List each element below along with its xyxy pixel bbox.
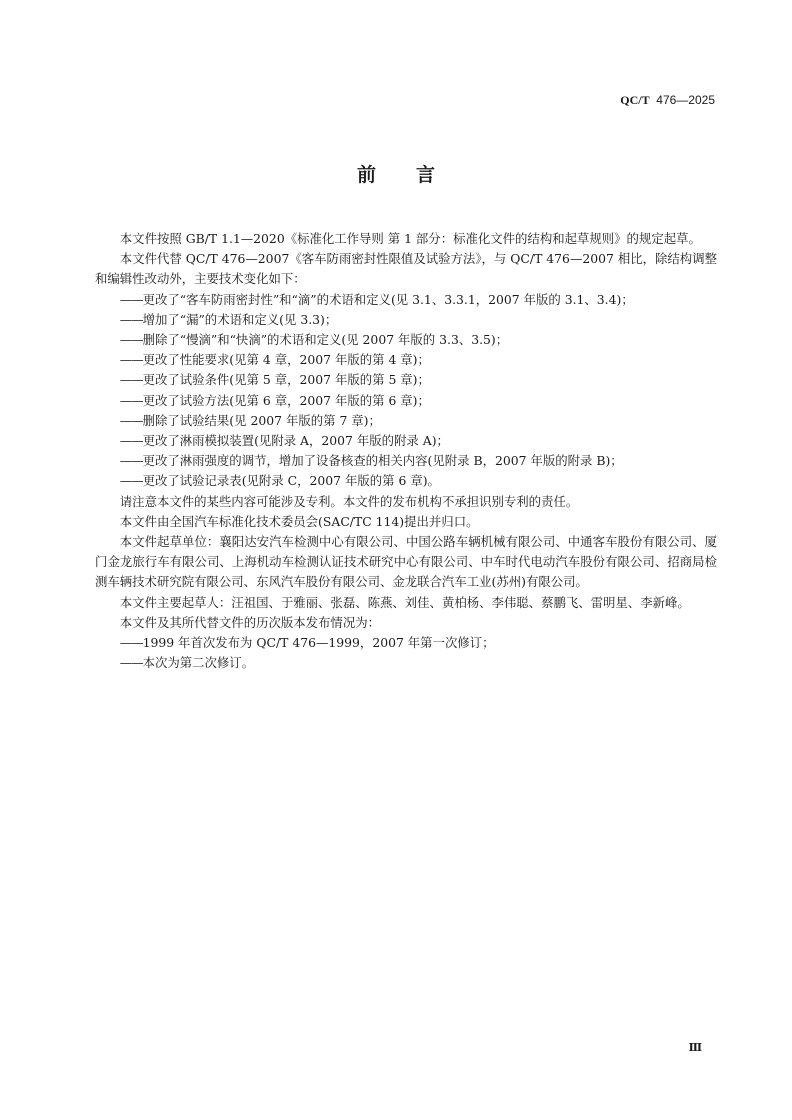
list-item [95,370,717,390]
dash-marker: —— [119,433,143,449]
drafting-rules-paragraph: 本文件按照 GB/T 1.1—2020《标准化工作导则 第 1 部分：标准化文件的结构和起草规则》的规定起草。 [119,231,701,246]
history-item-text: 1999 年首次发布为 QC/T 476—1999，2007 年第一次修订； [142,635,495,651]
dash-marker: —— [119,453,143,469]
foreword-body [95,229,717,673]
drafting-units: 本文件起草单位：襄阳达安汽车检测中心有限公司、中国公路车辆机械有限公司、中通客车股份有限公司、厦门金龙旅行车有限公司、上海机动车检测认证技术研究中心有限公司、中车时代电动汽车股份有限公司、招商局检测车辆技术研究院有限公司、东风汽车股份有限公司、金龙联合汽车工业(苏州)有限公司。 [95,534,717,590]
list-item [95,350,717,370]
dash-marker: —— [119,291,143,307]
change-item-text: 更改了“客车防雨密封性”和“滴”的术语和定义(见 3.1、3.3.1，2007 年版的 3.1、3.4)； [142,291,634,307]
change-item-text: 更改了试验方法(见第 6 章，2007 年版的第 6 章)； [142,392,430,408]
patent-notice: 请注意本文件的某些内容可能涉及专利。本文件的发布机构不承担识别专利的责任。 [119,493,579,509]
dash-marker: —— [119,352,143,368]
change-item-text: 更改了淋雨强度的调节，增加了设备核查的相关内容(见附录 B，2007 年版的附录 B)； [142,453,623,469]
list-item [95,633,717,653]
list-item [95,330,717,350]
document-code [620,93,715,108]
list-item [95,451,717,471]
dash-marker: —— [119,412,143,428]
replacement-paragraph: 本文件代替 QC/T 476—2007《客车防雨密封性限值及试验方法》，与 QC/T 476—2007 相比，除结构调整和编辑性改动外，主要技术变化如下： [95,251,717,287]
change-item-text: 更改了性能要求(见第 4 章，2007 年版的第 4 章)； [142,352,430,368]
history-item-text: 本次为第二次修订。 [142,655,255,671]
list-item [95,653,717,673]
main-drafters: 本文件主要起草人：汪祖国、于雅丽、张磊、陈燕、刘佳、黄柏杨、李伟聪、蔡鹏飞、雷明星、李新峰。 [119,594,690,610]
change-item-text: 更改了淋雨模拟装置(见附录 A，2007 年版的附录 A)； [142,433,449,449]
list-item [95,290,717,310]
change-item-text: 更改了试验记录表(见附录 C，2007 年版的第 6 章)。 [142,473,440,489]
dash-marker: —— [119,635,143,651]
dash-marker: —— [119,392,143,408]
list-item [95,310,717,330]
list-item [95,391,717,411]
proposer-statement: 本文件由全国汽车标准化技术委员会(SAC/TC 114)提出并归口。 [119,513,479,529]
document-code-prefix: QC/T [620,93,650,107]
page-number: Ⅲ [688,1042,702,1054]
change-item-text: 删除了“慢滴”和“快滴”的术语和定义(见 2007 年版的 3.3、3.5)； [142,332,509,348]
dash-marker: —— [119,372,143,388]
list-item [95,471,717,491]
list-item [95,411,717,431]
dash-marker: —— [119,311,143,327]
change-item-text: 删除了试验结果(见 2007 年版的第 7 章)； [142,412,381,428]
change-item-text: 增加了“漏”的术语和定义(见 3.3)； [142,311,338,327]
history-intro: 本文件及其所代替文件的历次版本发布情况为： [119,614,380,630]
page-title: 前言 [356,164,475,186]
list-item [95,431,717,451]
dash-marker: —— [119,332,143,348]
document-code-number: 476—2025 [656,93,715,107]
change-item-text: 更改了试验条件(见第 5 章，2007 年版的第 5 章)； [142,372,430,388]
dash-marker: —— [119,473,143,489]
dash-marker: —— [119,655,143,671]
